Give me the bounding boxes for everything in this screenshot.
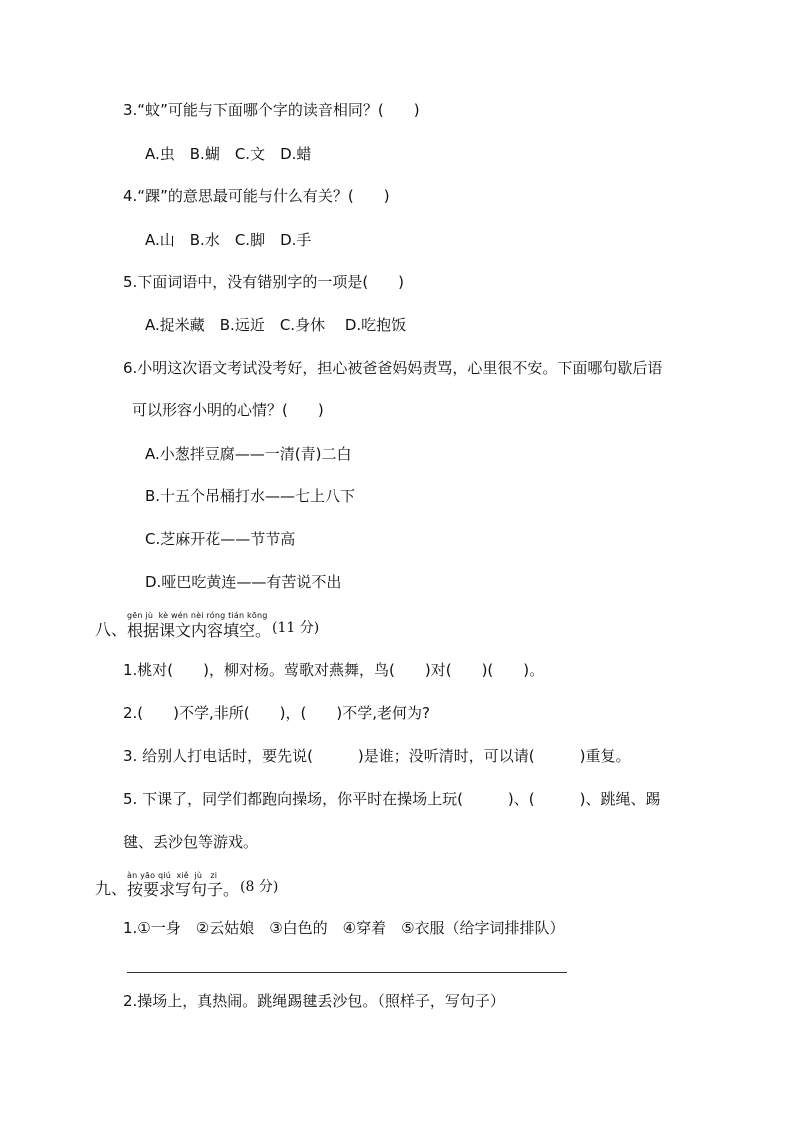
section-8-item-5-line2: 毽、丢沙包等游戏。 [123,833,259,851]
section-8-item-3: 3. 给别人打电话时，要先说( )是谁；没听清时，可以请( )重复。 [123,747,631,765]
section-9-score: (8 分) [240,879,279,895]
question-5-options: A.捉米藏 B.远近 C.身休 D.吃抱饭 [145,316,407,334]
question-6-option-a: A.小葱拌豆腐——一清(青)二白 [145,445,352,463]
question-6-stem-line1: 6.小明这次语文考试没考好，担心被爸爸妈妈责骂，心里很不安。下面哪句歇后语 [123,359,663,377]
question-6-option-b: B.十五个吊桶打水——七上八下 [145,487,356,505]
section-9-item-2: 2.操场上，真热闹。跳绳踢毽丢沙包。（照样子，写句子） [123,992,505,1010]
section-9-number: 九、 [95,879,128,898]
answer-line[interactable] [127,972,567,973]
question-6-option-d: D.哑巴吃黄连——有苦说不出 [145,573,342,591]
question-4-stem: 4.“踝”的意思最可能与什么有关？( ) [123,187,390,205]
section-9-title: 按要求写句子。 [127,880,240,899]
section-8-score: (11 分) [272,620,320,636]
question-3-stem: 3.“蚊”可能与下面哪个字的读音相同？( ) [123,101,420,119]
question-3-options: A.虫 B.蝴 C.文 D.蜡 [145,145,312,163]
section-8-title: 根据课文内容填空。 [127,621,272,640]
section-8-item-2: 2.( )不学,非所( )，( )不学,老何为? [123,704,430,722]
question-4-options: A.山 B.水 C.脚 D.手 [145,231,312,249]
section-9-pinyin: àn yāo qiú xiě jù zi [127,871,218,880]
question-5-stem: 5.下面词语中，没有错别字的一项是( ) [123,273,405,291]
section-9-item-1: 1.①一身 ②云姑娘 ③白色的 ④穿着 ⑤衣服（给字词排排队） [123,919,565,937]
section-8-pinyin: gēn jù kè wén nèi róng tián kōng [127,611,268,620]
question-6-stem-line2: 可以形容小明的心情？( ) [132,401,324,419]
section-8-item-5-line1: 5. 下课了，同学们都跑向操场，你平时在操场上玩( )、( )、跳绳、踢 [123,790,661,808]
section-8-number: 八、 [95,620,128,639]
question-6-option-c: C.芝麻开花——节节高 [145,530,296,548]
section-8-item-1: 1.桃对( )，柳对杨。莺歌对燕舞，鸟( )对( )( )。 [123,661,545,679]
